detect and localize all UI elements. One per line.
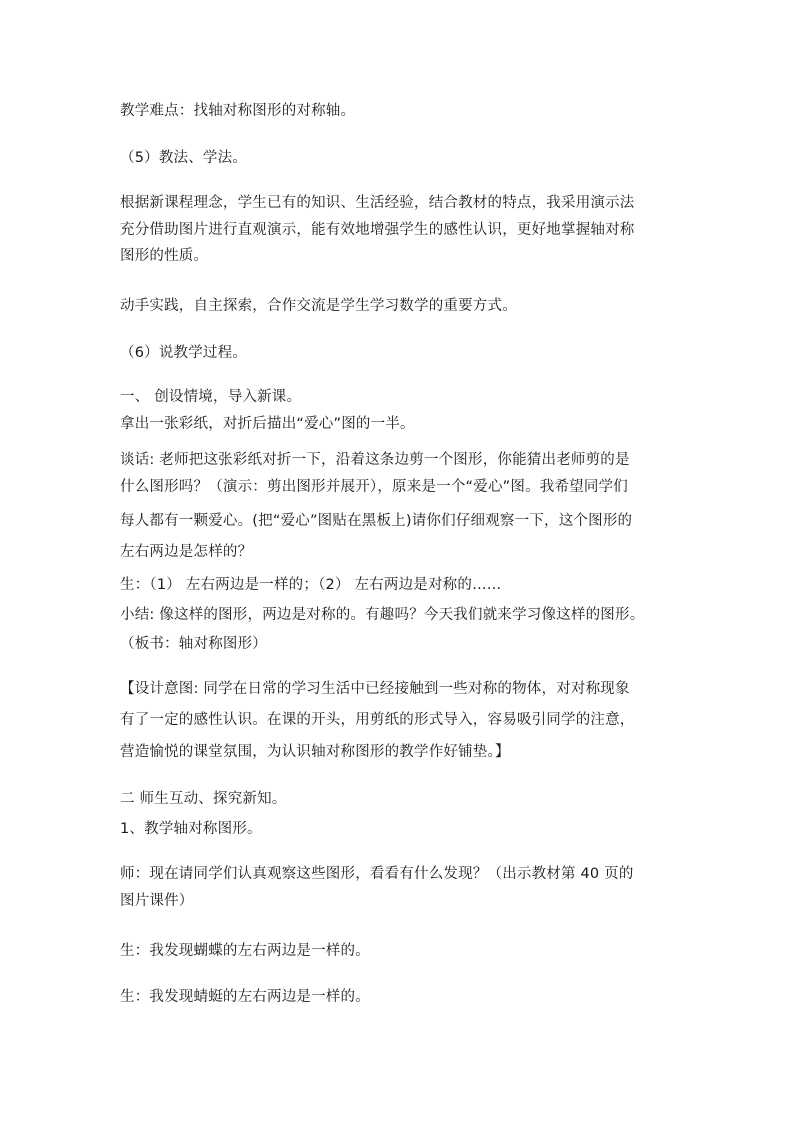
text-line: 图片课件） (120, 893, 194, 909)
text-line: 有了一定的感性认识。在课的开头，用剪纸的形式导入，容易吸引同学的注意， (120, 712, 635, 728)
text-line: （板书：轴对称图形） (120, 636, 267, 652)
text-line: （5）教法、学法。 (120, 150, 248, 166)
text-line: 【设计意图: 同学在日常的学习生活中已经接触到一些对称的物体，对对称现象 (120, 681, 630, 697)
text-line: （6）说教学过程。 (120, 345, 248, 361)
text-line: 动手实践，自主探索，合作交流是学生学习数学的重要方式。 (120, 298, 517, 314)
text-line: 营造愉悦的课堂氛围，为认识轴对称图形的教学作好铺垫。】 (120, 744, 510, 760)
text-line: 生：我发现蜻蜓的左右两边是一样的。 (120, 989, 370, 1005)
text-line: 充分借助图片进行直观演示，能有效地增强学生的感性认识，更好地掌握轴对称 (120, 222, 635, 238)
text-line: 二 师生互动、探究新知。 (120, 791, 287, 807)
text-line: 谈话: 老师把这张彩纸对折一下，沿着这条边剪一个图形，你能猜出老师剪的是 (120, 452, 630, 468)
text-line: 图形的性质。 (120, 248, 209, 264)
text-line: 生：（1） 左右两边是一样的；（2） 左右两边是对称的…… (120, 577, 502, 593)
text-line: 师：现在请同学们认真观察这些图形，看看有什么发现？（出示教材第 40 页的 (120, 866, 634, 882)
text-line: 什么图形吗？（演示：剪出图形并展开），原来是一个“爱心”图。我希望同学们 (120, 479, 628, 495)
text-line: 根据新课程理念，学生已有的知识、生活经验，结合教材的特点，我采用演示法 (120, 195, 635, 211)
text-line: 生：我发现蝴蝶的左右两边是一样的。 (120, 943, 370, 959)
text-line: 一、 创设情境，导入新课。 (120, 389, 302, 405)
text-line: 每人都有一颗爱心。(把“爱心”图贴在黑板上)请你们仔细观察一下，这个图形的 (120, 513, 633, 529)
text-line: 左右两边是怎样的？ (120, 544, 253, 560)
text-line: 拿出一张彩纸，对折后描出“爱心”图的一半。 (120, 416, 415, 432)
text-line: 1、教学轴对称图形。 (120, 821, 262, 837)
text-line: 小结: 像这样的图形，两边是对称的。有趣吗？今天我们就来学习像这样的图形。 (120, 607, 645, 623)
text-line: 教学难点：找轴对称图形的对称轴。 (120, 103, 356, 119)
